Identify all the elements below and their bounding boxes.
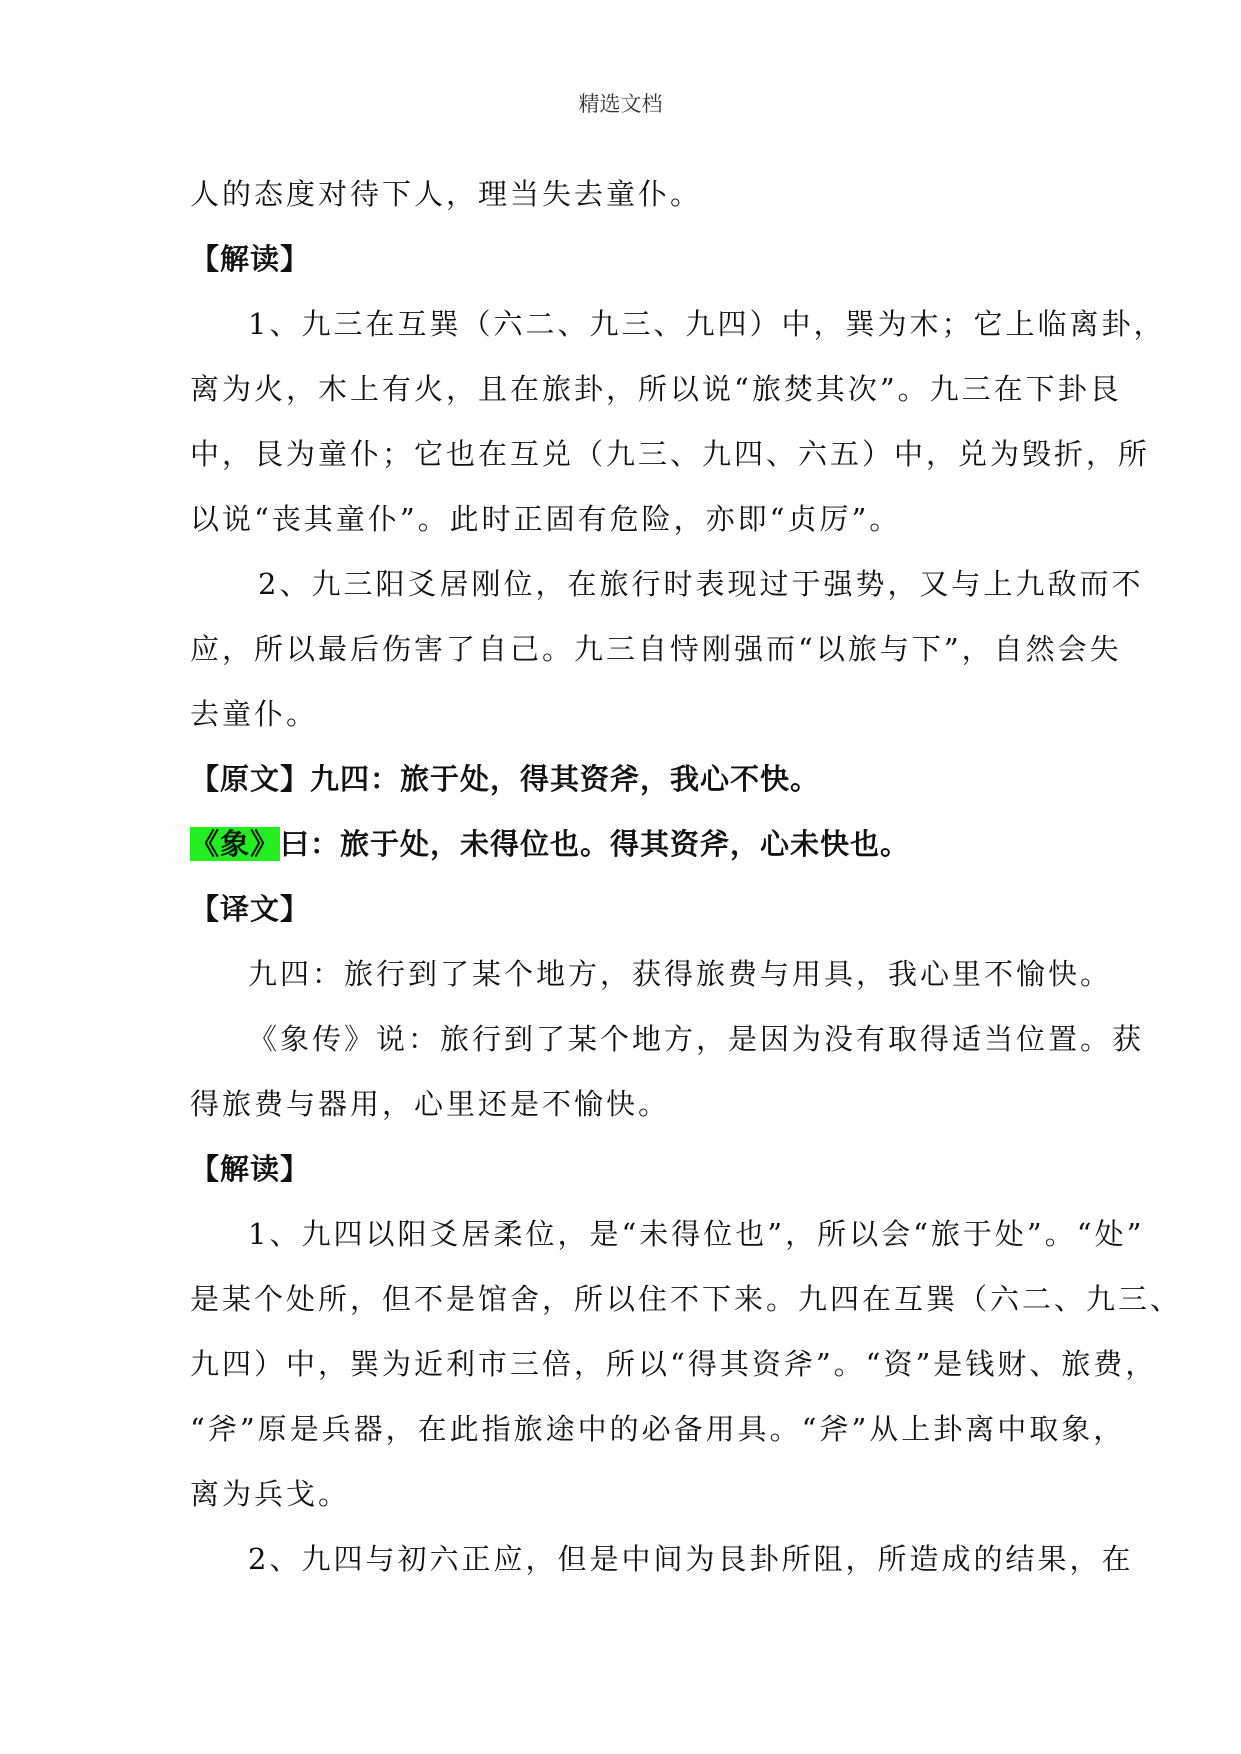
paragraph-line: 九四）中，巽为近利市三倍，所以“得其资斧”。“资”是钱财、旅费， [190,1347,1158,1381]
page-header: 精选文档 [578,92,663,116]
section-heading: 【译文】 [190,892,311,926]
paragraph-line: 离为兵戈。 [190,1477,351,1511]
paragraph-line: 《象传》说：旅行到了某个地方，是因为没有取得适当位置。获 [248,1022,1145,1056]
paragraph-line: 2、九四与初六正应，但是中间为艮卦所阻，所造成的结果，在 [248,1542,1134,1576]
paragraph-line: 1、九四以阳爻居柔位，是“未得位也”，所以会“旅于处”。“处” [248,1217,1145,1251]
section-heading: 【解读】 [190,1152,311,1186]
paragraph-line: 离为火，木上有火，且在旅卦，所以说“旅焚其次”。九三在下卦艮 [190,372,1122,406]
paragraph-line: 1、九三在互巽（六二、九三、九四）中，巽为木；它上临离卦， [248,307,1166,341]
paragraph-line: 九四：旅行到了某个地方，获得旅费与用具，我心里不愉快。 [248,957,1113,991]
section-heading: 【解读】 [190,242,311,276]
paragraph-line: 以说“丧其童仆”。此时正固有危险，亦即“贞厉”。 [190,502,902,536]
paragraph-line: 去童仆。 [190,697,319,731]
heading-text: 曰：旅于处，未得位也。得其资斧，心未快也。 [280,827,911,861]
paragraph-line: 人的态度对待下人，理当失去童仆。 [190,177,703,211]
section-heading [190,812,1058,877]
paragraph-line: 是某个处所，但不是馆舍，所以住不下来。九四在互巽（六二、九三、 [190,1282,1183,1316]
document-body [190,162,1183,1592]
highlighted-term: 《象》 [190,827,281,861]
section-heading: 【原文】九四：旅于处，得其资斧，我心不快。 [190,762,821,796]
paragraph-line: “斧”原是兵器，在此指旅途中的必备用具。“斧”从上卦离中取象， [190,1412,1126,1446]
paragraph-line: 应，所以最后伤害了自己。九三自恃刚强而“以旅与下”，自然会失 [190,632,1122,666]
paragraph-line: 中，艮为童仆；它也在互兑（九三、九四、六五）中，兑为毁折，所 [190,437,1151,471]
paragraph-line: 2、九三阳爻居刚位，在旅行时表现过于强势，又与上九敌而不 [258,567,1144,601]
paragraph-line: 得旅费与器用，心里还是不愉快。 [190,1087,671,1121]
